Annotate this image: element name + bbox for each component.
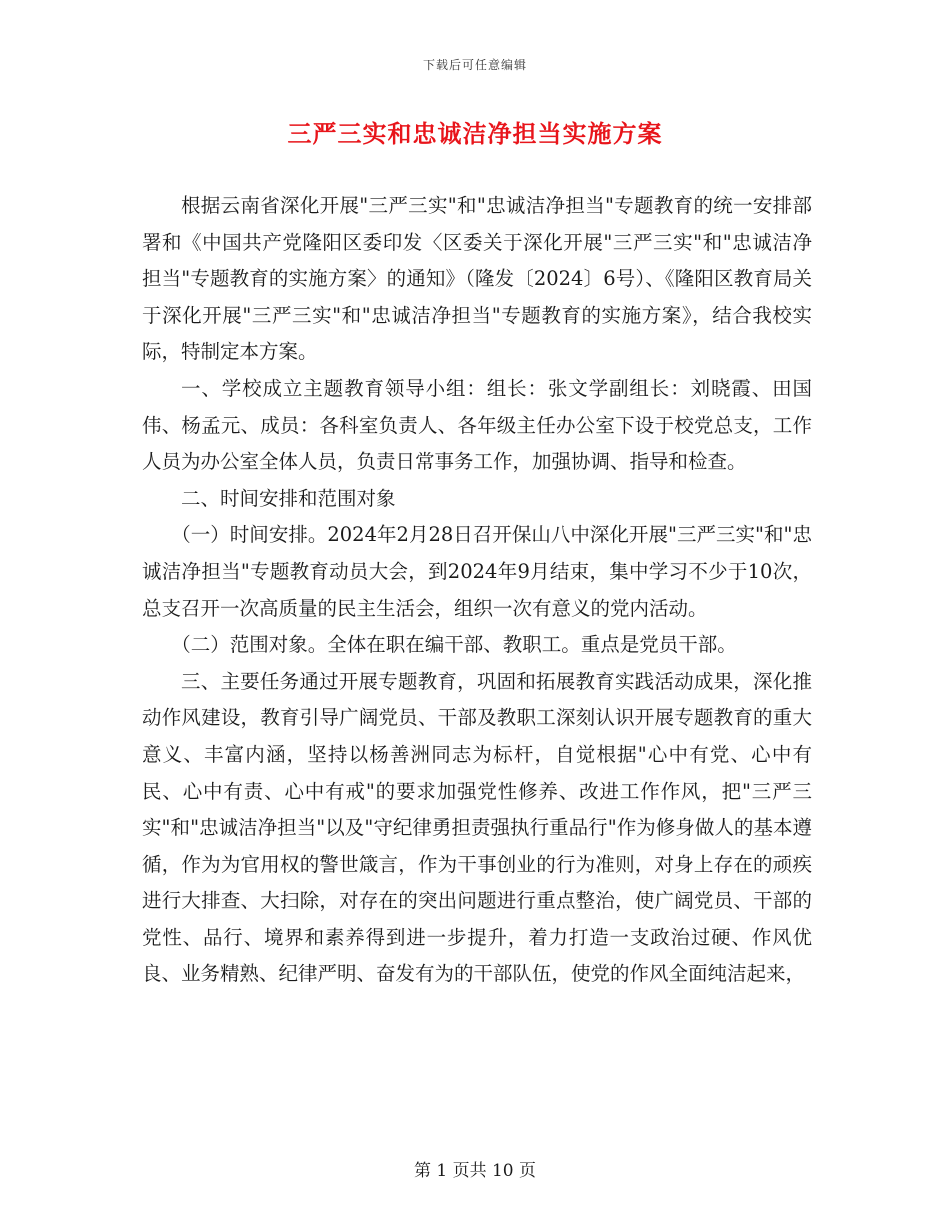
section-heading-schedule: 二、时间安排和范围对象 [181, 486, 396, 510]
document-title: 三严三实和忠诚洁净担当实施方案 [287, 119, 663, 148]
paragraph-scope: （二）范围对象。全体在职在编干部、教职工。重点是党员干部。 [171, 633, 737, 657]
document-body [142, 188, 812, 993]
paragraph-leadership-group: 一、学校成立主题教育领导小组：组长：张文学副组长：刘晓霞、田国伟、杨孟元、成员：各科室负责人、各年级主任办公室下设于校党总支，工作人员为办公室全体人员，负责日常事务工作，加强协调、指导和检查。 [142, 376, 812, 474]
header-note: 下载后可任意编辑 [422, 58, 527, 72]
page-number: 第 1 页共 10 页 [413, 1161, 537, 1181]
paragraph-intro: 根据云南省深化开展"三严三实"和"忠诚洁净担当"专题教育的统一安排部署和《中国共产党隆阳区委印发〈区委关于深化开展"三严三实"和"忠诚洁净担当"专题教育的实施方案〉的通知》（隆发〔2024〕6号）、《隆阳区教育局关于深化开展"三严三实"和"忠诚洁净担当"专题教育的实施方案》，结合我校实际，特制定本方案。 [142, 194, 812, 364]
paragraph-time-schedule: （一）时间安排。2024年2月28日召开保山八中深化开展"三严三实"和"忠诚洁净担当"专题教育动员大会，到2024年9月结束，集中学习不少于10次，总支召开一次高质量的民主生活会，组织一次有意义的党内活动。 [142, 523, 812, 620]
paragraph-main-tasks: 三、主要任务通过开展专题教育，巩固和拓展教育实践活动成果，深化推动作风建设，教育引导广阔党员、干部及教职工深刻认识开展专题教育的重大意义、丰富内涵，坚持以杨善洲同志为标杆，自觉根据"心中有党、心中有民、心中有责、心中有戒"的要求加强党性修养、改进工作作风，把"三严三实"和"忠诚洁净担当"以及"守纪律勇担责强执行重品行"作为修身做人的基本遵循，作为为官用权的警世箴言，作为干事创业的行为准则，对身上存在的顽疾进行大排查、大扫除，对存在的突出问题进行重点整治，使广阔党员、干部的党性、品行、境界和素养得到进一步提升，着力打造一支政治过硬、作风优良、业务精熟、纪律严明、奋发有为的干部队伍，使党的作风全面纯洁起来， [142, 669, 812, 986]
